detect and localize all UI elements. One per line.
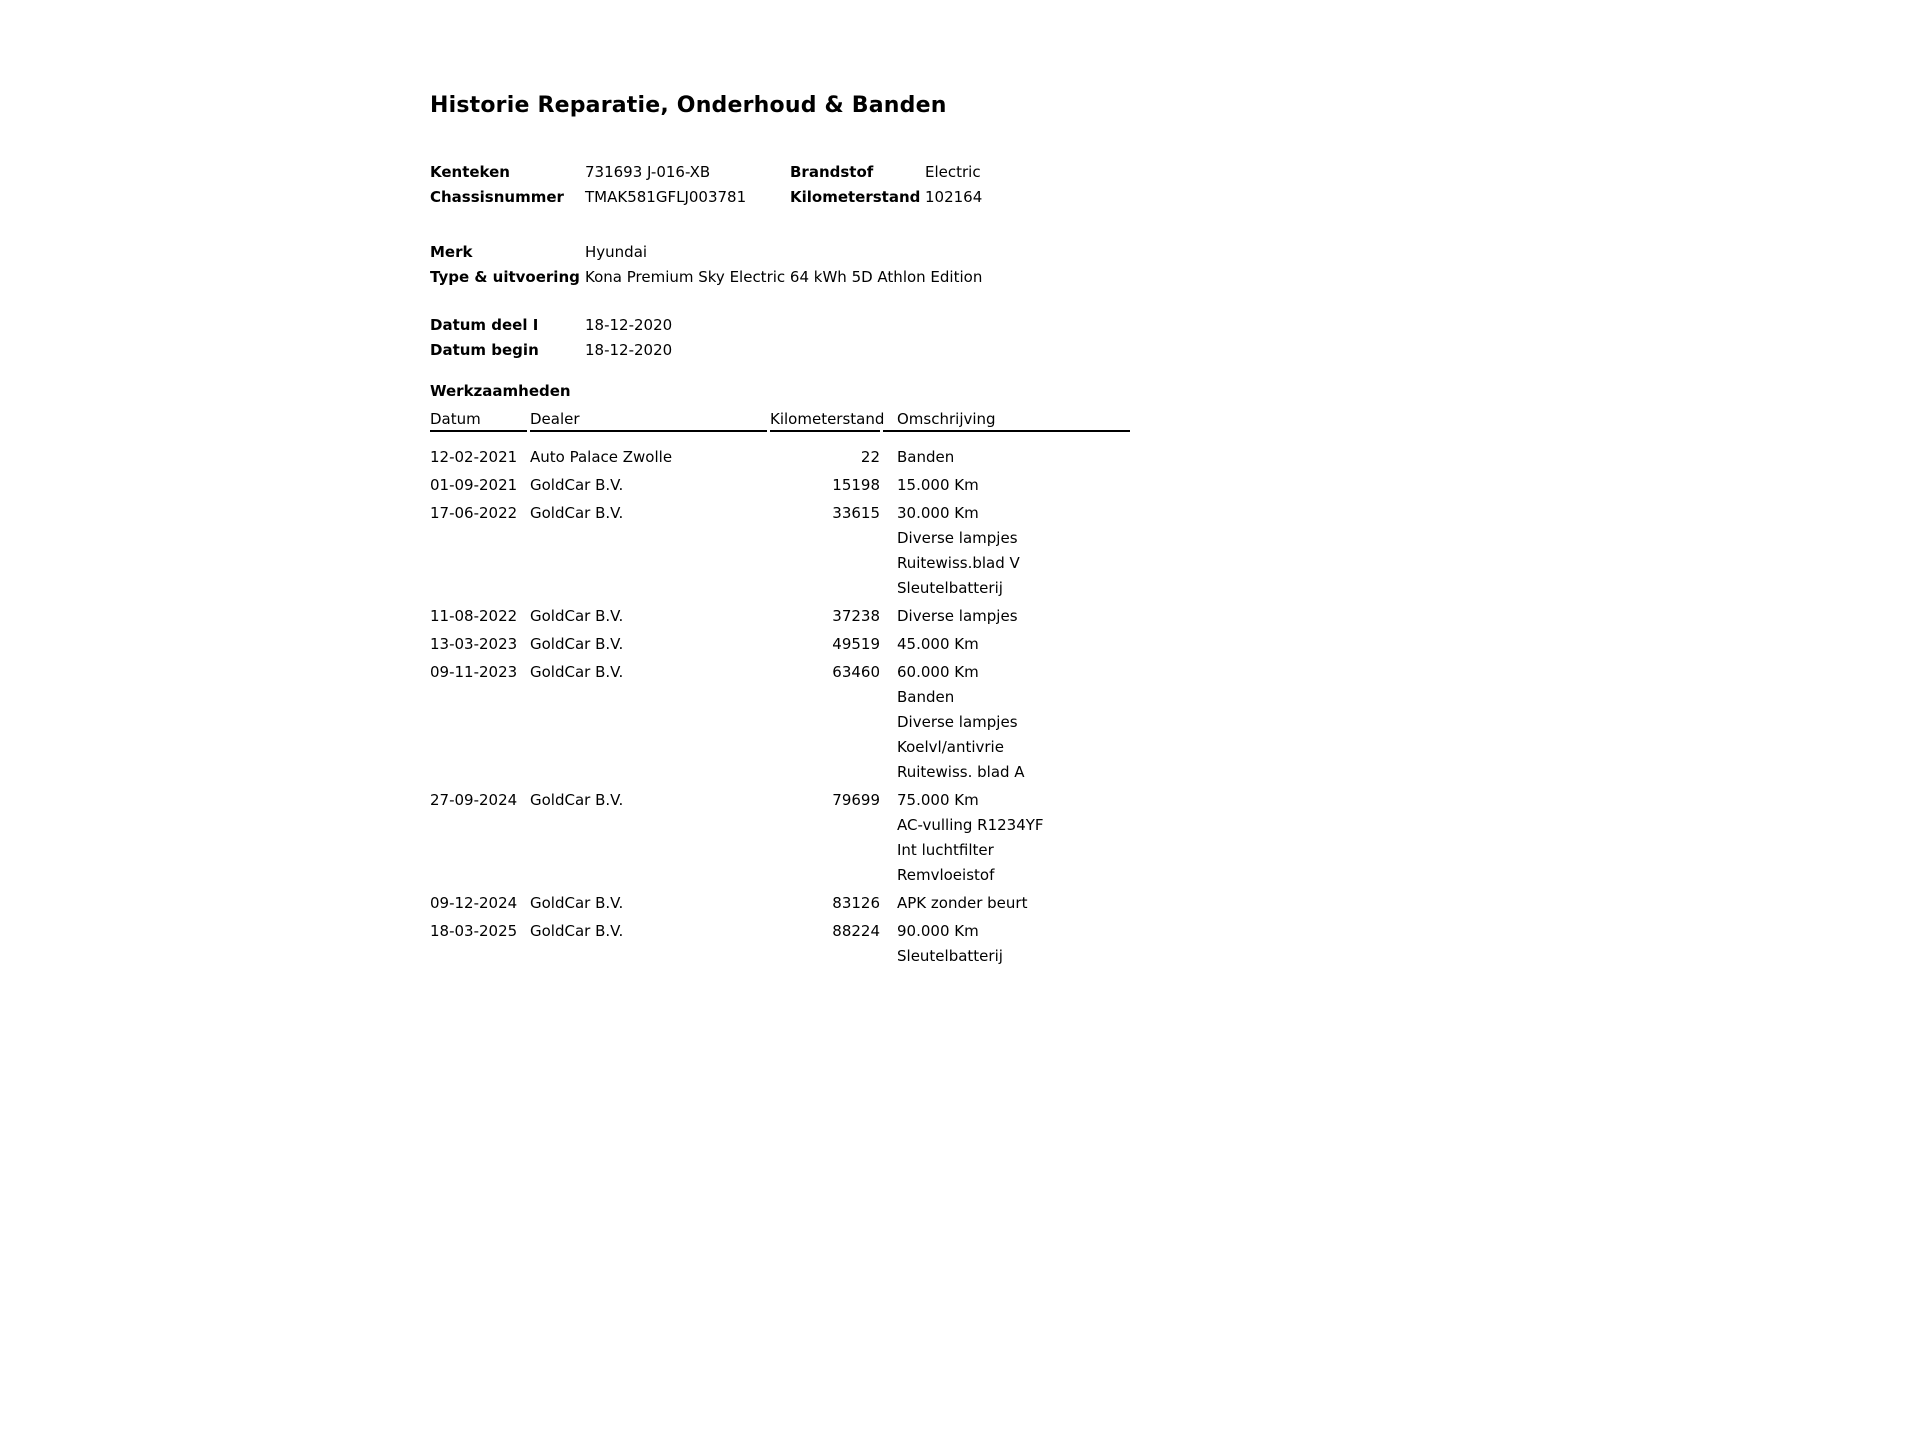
cell-datum: 01-09-2021 (430, 476, 518, 494)
kenteken-value: 731693 J-016-XB (585, 163, 711, 181)
type-uitvoering-label: Type & uitvoering (430, 268, 580, 286)
cell-kilometerstand: 63460 (832, 663, 880, 681)
omschrijving-line: 15.000 Km (897, 476, 979, 494)
cell-dealer: GoldCar B.V. (530, 504, 624, 522)
cell-omschrijving (883, 917, 1130, 970)
cell-dealer: GoldCar B.V. (530, 663, 624, 681)
cell-datum: 18-03-2025 (430, 922, 518, 940)
chassisnummer-value: TMAK581GFLJ003781 (585, 188, 747, 206)
werkzaamheden-header (430, 410, 1130, 432)
cell-kilometerstand: 22 (860, 448, 880, 466)
omschrijving-line: Diverse lampjes (897, 713, 1018, 731)
column-header-omschrijving: Omschrijving (883, 410, 1130, 432)
cell-dealer: GoldCar B.V. (530, 476, 624, 494)
cell-datum: 13-03-2023 (430, 635, 518, 653)
merk-label: Merk (430, 243, 473, 261)
type-uitvoering-value: Kona Premium Sky Electric 64 kWh 5D Athlon Edition (585, 268, 983, 286)
cell-datum: 11-08-2022 (430, 607, 518, 625)
omschrijving-line: Remvloeistof (897, 866, 995, 884)
table-row (430, 889, 1130, 917)
datum-deel-value: 18-12-2020 (585, 316, 673, 334)
merk-value: Hyundai (585, 243, 648, 261)
cell-datum: 12-02-2021 (430, 448, 518, 466)
cell-omschrijving (883, 471, 1130, 499)
cell-omschrijving (883, 432, 1130, 471)
omschrijving-line: 45.000 Km (897, 635, 979, 653)
werkzaamheden-heading: Werkzaamheden (430, 382, 571, 400)
cell-omschrijving (883, 658, 1130, 786)
omschrijving-line: Diverse lampjes (897, 529, 1018, 547)
table-row (430, 786, 1130, 889)
cell-kilometerstand: 33615 (832, 504, 880, 522)
table-row (430, 499, 1130, 602)
omschrijving-line: 60.000 Km (897, 663, 979, 681)
kilometerstand-value: 102164 (925, 188, 983, 206)
cell-dealer: GoldCar B.V. (530, 894, 624, 912)
cell-omschrijving (883, 499, 1130, 602)
table-row (430, 658, 1130, 786)
omschrijving-line: Sleutelbatterij (897, 579, 1003, 597)
cell-datum: 27-09-2024 (430, 791, 518, 809)
omschrijving-line: Koelvl/antivrie (897, 738, 1004, 756)
cell-kilometerstand: 37238 (832, 607, 880, 625)
column-header-kilometerstand: Kilometerstand (770, 410, 880, 432)
omschrijving-line: Sleutelbatterij (897, 947, 1003, 965)
column-header-datum: Datum (430, 410, 527, 432)
omschrijving-line: 30.000 Km (897, 504, 979, 522)
column-header-dealer: Dealer (530, 410, 767, 432)
table-row (430, 471, 1130, 499)
cell-kilometerstand: 15198 (832, 476, 880, 494)
werkzaamheden-body (430, 432, 1130, 970)
cell-dealer: GoldCar B.V. (530, 922, 624, 940)
cell-omschrijving (883, 786, 1130, 889)
omschrijving-line: Int luchtfilter (897, 841, 994, 859)
datum-deel-label: Datum deel I (430, 316, 539, 334)
datum-begin-label: Datum begin (430, 341, 539, 359)
vehicle-model-block (430, 240, 1136, 290)
omschrijving-line: AC-vulling R1234YF (897, 816, 1044, 834)
cell-omschrijving (883, 602, 1130, 630)
cell-dealer: GoldCar B.V. (530, 607, 624, 625)
cell-dealer: GoldCar B.V. (530, 791, 624, 809)
cell-kilometerstand: 88224 (832, 922, 880, 940)
brandstof-value: Electric (925, 163, 981, 181)
brandstof-label: Brandstof (790, 163, 874, 181)
omschrijving-line: Banden (897, 448, 955, 466)
omschrijving-line: APK zonder beurt (897, 894, 1028, 912)
omschrijving-line: Ruitewiss.blad V (897, 554, 1020, 572)
table-row (430, 602, 1130, 630)
omschrijving-line: 75.000 Km (897, 791, 979, 809)
cell-dealer: GoldCar B.V. (530, 635, 624, 653)
omschrijving-line: Banden (897, 688, 955, 706)
cell-datum: 09-12-2024 (430, 894, 518, 912)
werkzaamheden-table (427, 410, 1133, 970)
cell-kilometerstand: 83126 (832, 894, 880, 912)
vehicle-id-block (430, 160, 1136, 210)
cell-kilometerstand: 79699 (832, 791, 880, 809)
omschrijving-line: Ruitewiss. blad A (897, 763, 1025, 781)
dates-block (430, 313, 1136, 363)
datum-begin-value: 18-12-2020 (585, 341, 673, 359)
table-row (430, 917, 1130, 970)
chassisnummer-label: Chassisnummer (430, 188, 564, 206)
cell-omschrijving (883, 630, 1130, 658)
table-row (430, 630, 1130, 658)
page-title: Historie Reparatie, Onderhoud & Banden (430, 93, 947, 118)
omschrijving-line: Diverse lampjes (897, 607, 1018, 625)
cell-omschrijving (883, 889, 1130, 917)
document-content (430, 93, 1136, 970)
cell-dealer: Auto Palace Zwolle (530, 448, 673, 466)
cell-datum: 09-11-2023 (430, 663, 518, 681)
table-row (430, 432, 1130, 471)
cell-kilometerstand: 49519 (832, 635, 880, 653)
kilometerstand-label: Kilometerstand (790, 188, 921, 206)
omschrijving-line: 90.000 Km (897, 922, 979, 940)
cell-datum: 17-06-2022 (430, 504, 518, 522)
kenteken-label: Kenteken (430, 163, 510, 181)
